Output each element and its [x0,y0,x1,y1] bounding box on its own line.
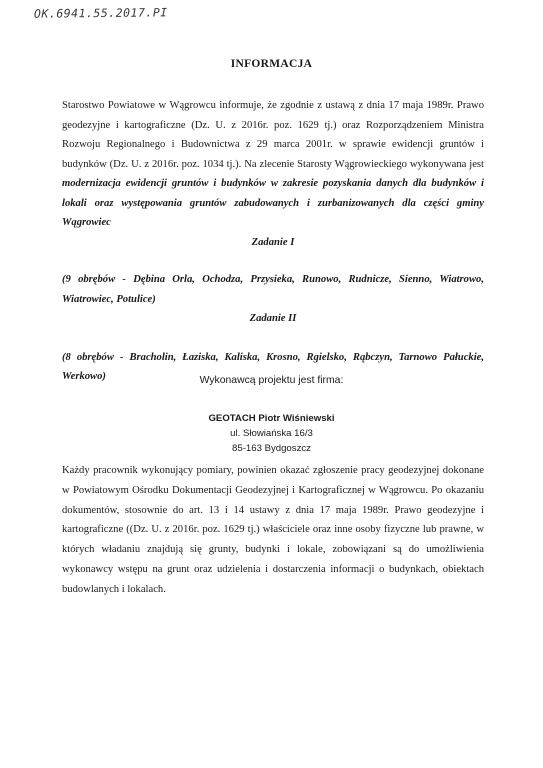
company-address-block [0,411,543,456]
company-name: GEOTACH Piotr Wiśniewski [208,413,335,424]
contractor-intro: Wykonawcą projektu jest firma: [199,375,344,386]
handwritten-reference-number: OK.6941.55.2017.PI [33,5,168,21]
intro-text: Starostwo Powiatowe w Wągrowcu informuje, że zgodnie z ustawą z dnia 17 maja 1989r. Prawo geodezyjne i kartograficzne (Dz. U. z 2016r. poz. 1629 tj.) oraz Rozporządzeniem Ministra Rozwoju Regionalnego i Budownictwa z 29 marca 2001r. w sprawie ewidencji gruntów i budynków (Dz. U. z 2016r. poz. 1034 tj.). Na zlecenie Starosty Wągrowieckiego wykonywana jest [62,100,484,170]
company-city: 85-163 Bydgoszcz [232,443,311,454]
intro-paragraph [62,96,484,233]
task2-heading: Zadanie II [249,313,297,324]
closing-paragraph: Każdy pracownik wykonujący pomiary, powinien okazać zgłoszenie pracy geodezyjnej dokonane w Powiatowym Ośrodku Dokumentacji Geodezyjnej i Kartograficznej w Wągrowcu. Po okazaniu dokumentów, stosownie do art. 13 i 14 ustawy z dnia 17 maja 1989r. Prawo geodezyjne i kartograficzne ((Dz. U. z 2016r. poz. 1629 tj.) właściciele oraz inne osoby fizyczne lub prawne, w których władaniu znajdują się grunty, budynki i lokale, zobowiązani są do umożliwienia wykonawcy wstępu na grunt oraz udzielenia i dostarczenia informacji o budynkach, obiektach budowlanych i lokalach. [62,465,484,595]
intro-emphasis: modernizacja ewidencji gruntów i budynków w zakresie pozyskania danych dla budynków i lokali oraz występowania gruntów zabudowanych i zurbanizowanych dla części gminy Wągrowiec [62,178,484,228]
main-body [62,96,484,387]
document-title: INFORMACJA [230,58,313,70]
closing-body [62,461,484,600]
company-street: ul. Słowiańska 16/3 [230,428,313,439]
task1-precincts: (9 obrębów - Dębina Orla, Ochodza, Przysieka, Runowo, Rudnicze, Sienno, Wiatrowo, Wiatrowiec, Potulice) [62,274,484,305]
task1-heading: Zadanie I [251,236,295,248]
task2-precincts: (8 obrębów - Bracholin, Łaziska, Kaliska, Krosno, Rgielsko, Rąbczyn, Tarnowo Pałuckie, Werkowo) [62,351,484,382]
